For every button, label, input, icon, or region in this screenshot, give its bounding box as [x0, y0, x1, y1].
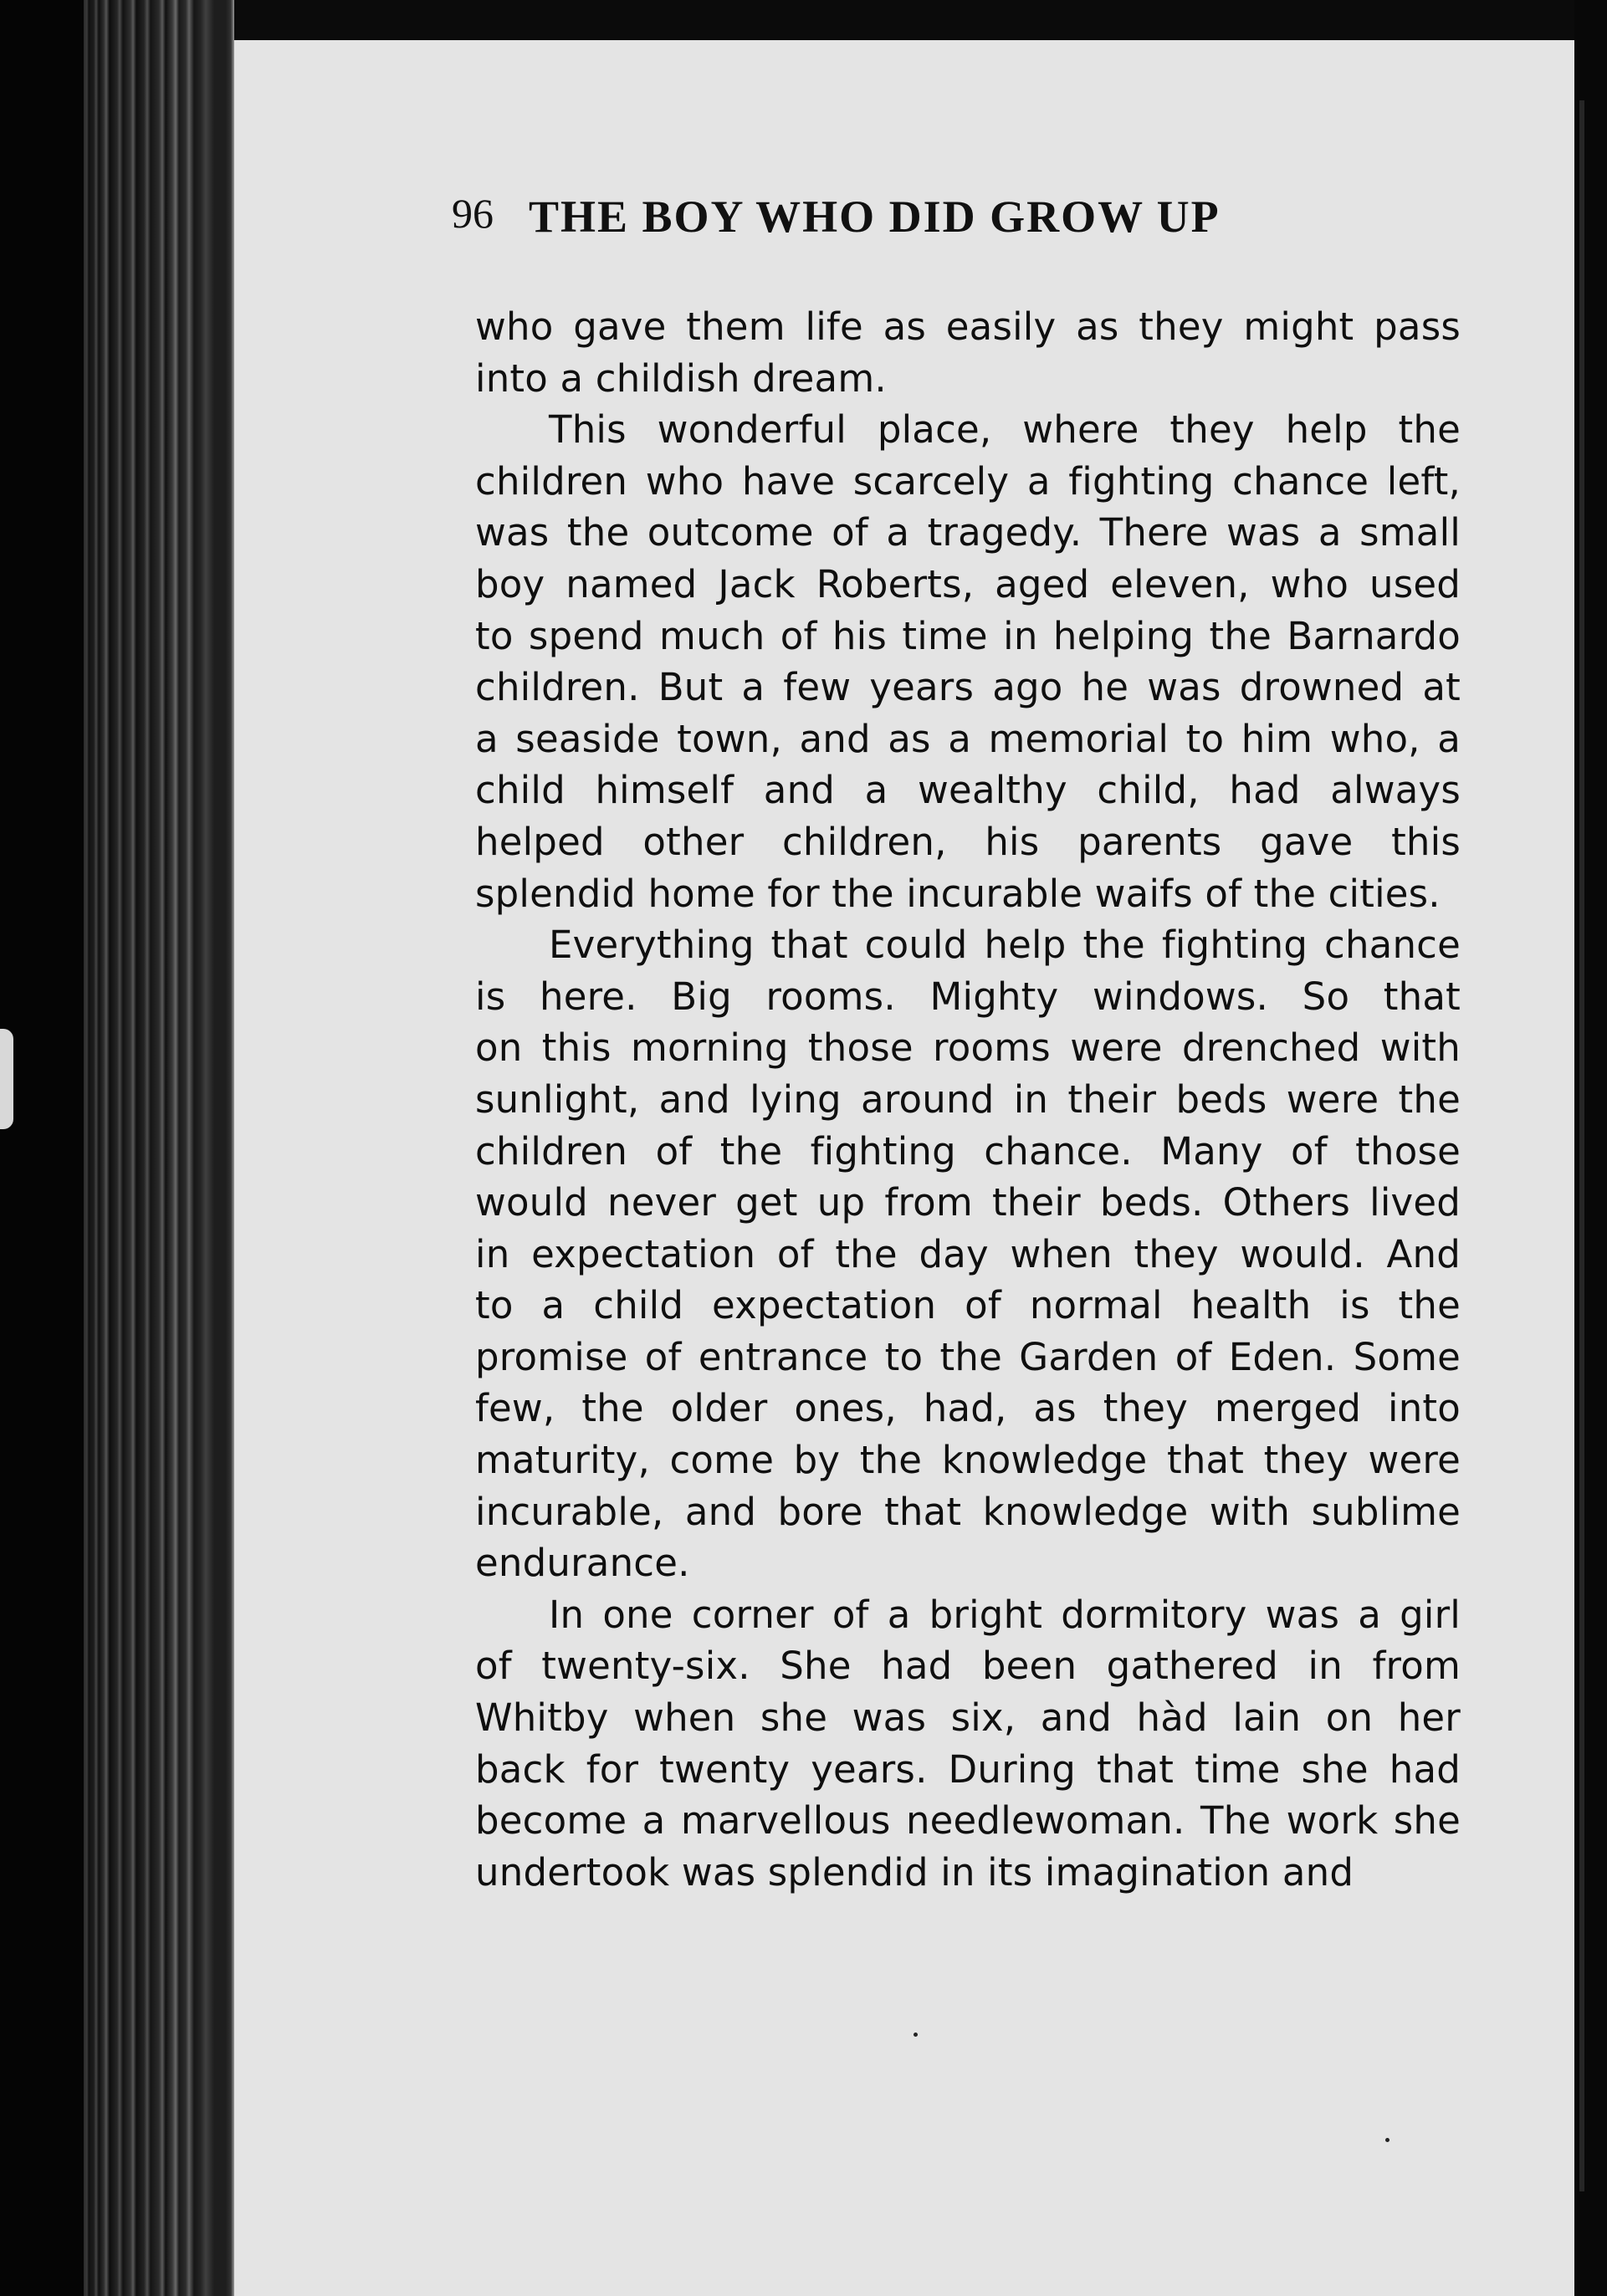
- page-header: [452, 169, 1598, 269]
- paragraph: [475, 1589, 1461, 1899]
- text-line: children of the fighting chance. Many of those: [475, 1128, 1461, 1174]
- text-line: sunlight, and lying around in their beds were the: [475, 1076, 1461, 1122]
- text-line: incurable, and bore that knowledge with sublime: [475, 1489, 1461, 1534]
- text-line: become a marvellous needlewoman. The work she: [475, 1798, 1461, 1843]
- text-line: promise of entrance to the Garden of Eden. Some: [475, 1334, 1461, 1379]
- text-line: into a childish dream.: [475, 355, 887, 401]
- text-line: endurance.: [475, 1541, 690, 1586]
- body-text: [475, 301, 1461, 1898]
- text-line: few, the older ones, had, as they merged into: [475, 1386, 1461, 1431]
- text-line: children who have scarcely a fighting chance left,: [475, 458, 1461, 504]
- text-line: child himself and a wealthy child, had always: [475, 768, 1461, 813]
- text-line: in expectation of the day when they would. And: [475, 1231, 1461, 1276]
- text-line: splendid home for the incurable waifs of the cities.: [475, 871, 1441, 916]
- text-line: boy named Jack Roberts, aged eleven, who used: [475, 561, 1461, 606]
- text-line: of twenty-six. She had been gathered in from: [475, 1644, 1461, 1689]
- text-line: on this morning those rooms were drenched with: [475, 1025, 1461, 1071]
- text-line: helped other children, his parents gave this: [475, 819, 1461, 864]
- paragraph: [475, 919, 1461, 1589]
- text-line: Whitby when she was six, and hàd lain on her: [475, 1695, 1461, 1741]
- text-line: This wonderful place, where they help the: [549, 407, 1461, 453]
- speck: [1385, 2138, 1389, 2142]
- text-line: to a child expectation of normal health is the: [475, 1283, 1461, 1328]
- paragraph: [475, 301, 1461, 404]
- page-number: 96: [452, 190, 494, 237]
- text-line: would never get up from their beds. Others lived: [475, 1180, 1461, 1225]
- text-line: children. But a few years ago he was drowned at: [475, 665, 1461, 710]
- book-binding-edge: [0, 0, 234, 2296]
- text-line: back for twenty years. During that time she had: [475, 1746, 1461, 1792]
- text-line: maturity, come by the knowledge that they were: [475, 1438, 1461, 1483]
- paragraph: [475, 404, 1461, 919]
- text-line: a seaside town, and as a memorial to him who, a: [475, 716, 1461, 761]
- text-line: is here. Big rooms. Mighty windows. So that: [475, 974, 1461, 1019]
- text-line: In one corner of a bright dormitory was a girl: [549, 1592, 1461, 1637]
- text-line: was the outcome of a tragedy. There was a small: [475, 510, 1461, 555]
- text-line: Everything that could help the fighting chance: [549, 923, 1461, 968]
- text-line: undertook was splendid in its imagination and: [475, 1849, 1354, 1895]
- next-page-edge: [1579, 100, 1584, 2191]
- running-title: THE BOY WHO DID GROW UP: [529, 192, 1221, 242]
- text-line: who gave them life as easily as they might pass: [475, 304, 1461, 349]
- text-line: to spend much of his time in helping the Barnardo: [475, 613, 1461, 658]
- speck: [914, 2033, 918, 2037]
- scan-artifact: [0, 1029, 13, 1129]
